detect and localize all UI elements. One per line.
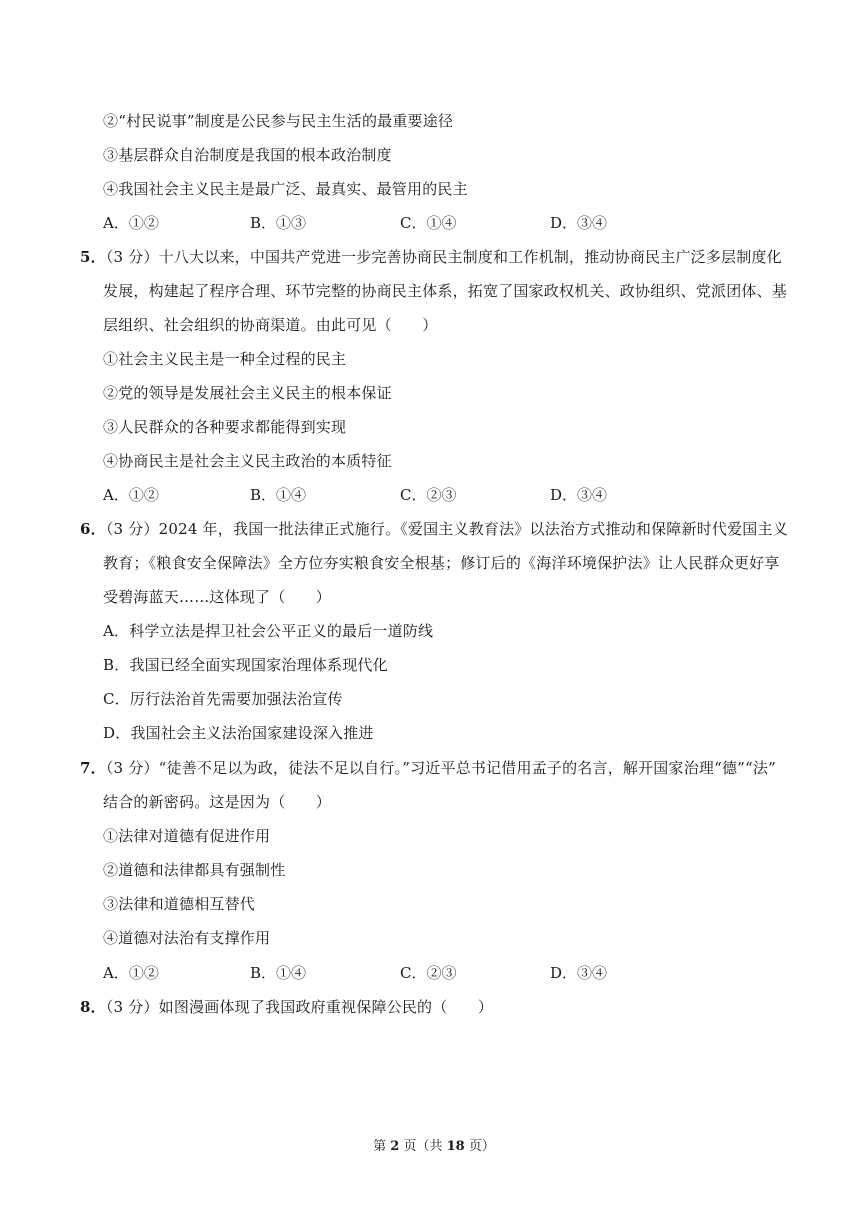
q6-option-d: D．我国社会主义法治国家建设深入推进 (103, 724, 374, 742)
q7-stem-line-2: 结合的新密码。这是因为（ ） (103, 793, 332, 811)
q7-statement-1: ①法律对道德有促进作用 (103, 827, 271, 845)
q6-option-c: C．厉行法治首先需要加强法治宣传 (103, 690, 343, 708)
q6-text-1: （3 分）2024 年，我国一批法律正式施行。《爱国主义教育法》以法治方式推动和保障新时代爱国主义 (105, 520, 788, 538)
q5-stem-line-1 (80, 247, 782, 267)
footer-page-number: 2 (390, 1139, 400, 1154)
q4-option-c: C．①④ (400, 214, 457, 232)
q5-stem-line-2: 发展，构建起了程序合理、环节完整的协商民主体系，拓宽了国家政权机关、政协组织、党派团体、基 (103, 282, 788, 300)
q5-statement-2: ②党的领导是发展社会主义民主的根本保证 (103, 384, 392, 402)
footer-prefix: 第 (373, 1139, 391, 1154)
q5-option-a: A．①② (103, 486, 159, 504)
q7-statement-3: ③法律和道德相互替代 (103, 895, 256, 913)
q8-number: 8． (80, 998, 106, 1016)
q5-statement-4: ④协商民主是社会主义民主政治的本质特征 (103, 452, 392, 470)
q6-option-b: B．我国已经全面实现国家治理体系现代化 (103, 656, 388, 674)
q7-statement-2: ②道德和法律都具有强制性 (103, 861, 286, 879)
q4-option-b: B．①③ (250, 214, 307, 232)
q5-option-c: C．②③ (400, 486, 457, 504)
q5-statement-1: ①社会主义民主是一种全过程的民主 (103, 350, 347, 368)
q8-stem-line-1 (80, 997, 493, 1017)
q6-number: 6． (80, 520, 106, 538)
q7-option-c: C．②③ (400, 964, 457, 982)
q4-statement-4: ④我国社会主义民主是最广泛、最真实、最管用的民主 (103, 180, 468, 198)
q6-stem-line-1 (80, 519, 788, 539)
q8-text-1: （3 分）如图漫画体现了我国政府重视保障公民的（ ） (105, 998, 494, 1016)
page-footer (0, 1138, 868, 1156)
q5-option-b: B．①④ (250, 486, 307, 504)
q7-option-d: D．③④ (550, 964, 608, 982)
q7-statement-4: ④道德对法治有支撑作用 (103, 929, 271, 947)
q7-option-a: A．①② (103, 964, 159, 982)
q7-option-b: B．①④ (250, 964, 307, 982)
q6-option-a: A．科学立法是捍卫社会公平正义的最后一道防线 (103, 622, 434, 640)
q4-statement-2: ②“村民说事”制度是公民参与民主生活的最重要途径 (103, 112, 454, 130)
q4-option-d: D．③④ (550, 214, 608, 232)
footer-suffix: 页） (464, 1139, 495, 1154)
footer-total-pages: 18 (446, 1139, 465, 1154)
q6-stem-line-2: 教育；《粮食安全保障法》全方位夯实粮食安全根基；修订后的《海洋环境保护法》让人民群众更好享 (103, 554, 780, 572)
footer-middle: 页（共 (399, 1139, 447, 1154)
q7-stem-line-1 (80, 758, 776, 778)
q5-option-d: D．③④ (550, 486, 608, 504)
q7-number: 7． (80, 759, 106, 777)
q5-text-1: （3 分）十八大以来，中国共产党进一步完善协商民主制度和工作机制，推动协商民主广泛多层制度化 (105, 248, 782, 266)
q5-stem-line-3: 层组织、社会组织的协商渠道。由此可见（ ） (103, 316, 438, 334)
q4-option-a: A．①② (103, 214, 159, 232)
q4-statement-3: ③基层群众自治制度是我国的根本政治制度 (103, 146, 392, 164)
q5-statement-3: ③人民群众的各种要求都能得到实现 (103, 418, 347, 436)
q5-number: 5． (80, 248, 106, 266)
q6-stem-line-3: 受碧海蓝天……这体现了（ ） (103, 588, 332, 606)
q7-text-1: （3 分）“徒善不足以为政，徒法不足以自行。”习近平总书记借用孟子的名言，解开国家治理“德”“法” (105, 759, 776, 777)
